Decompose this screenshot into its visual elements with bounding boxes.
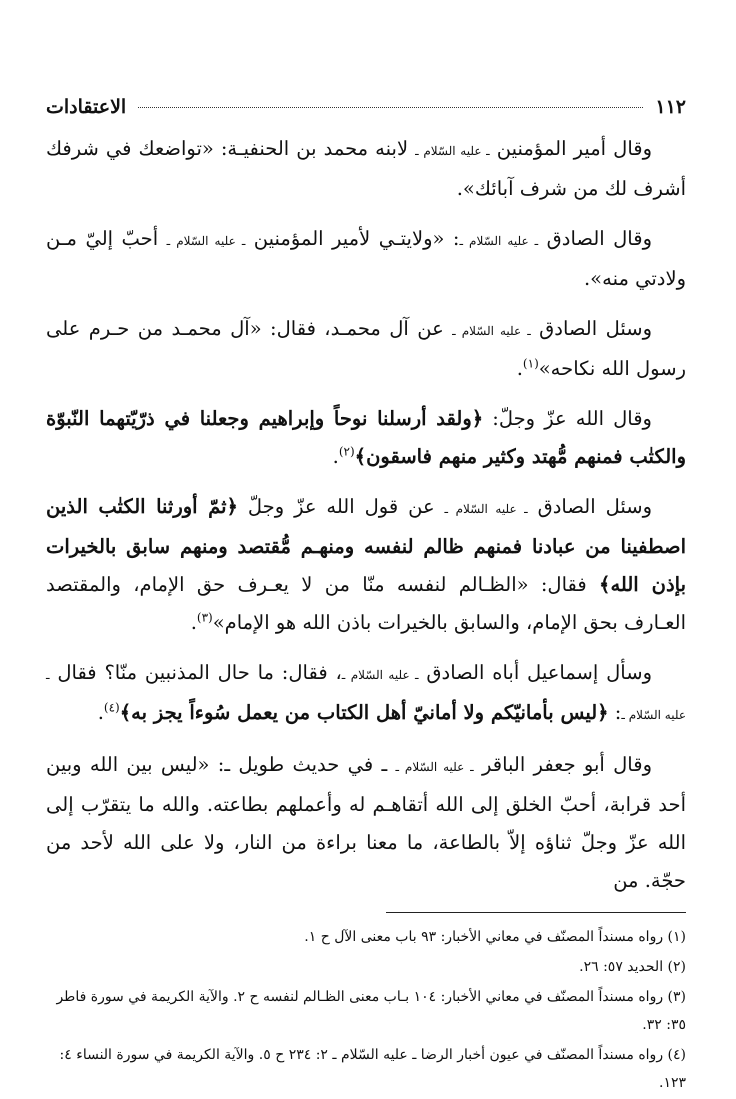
running-title: الاعتقادات [46, 96, 127, 118]
honorific: ـ عليه السّلام ـ [452, 324, 531, 338]
quran-verse: ﴿ثمّ أورثنا الكتٰب الذين اصطفينا من عبادنا فمنهم ظالم لنفسه ومنهـم مُّقتصد ومنهم سابق بالخيرات بإذن الله﴾ [46, 495, 686, 596]
text-run: وسئل الصادق [527, 495, 652, 518]
text-run: وقال أبو جعفر الباقر [473, 753, 652, 776]
honorific: ـ عليه السّلام ـ [415, 144, 490, 158]
quote: فقال: «الظـالم لنفسه منّا من لا يعـرف حق الإمام، والمقتصد العـارف بحق الإمام، والسابق بالخيرات باذن الله هو الإمام» [46, 573, 686, 634]
header-dotted-leader [138, 107, 643, 108]
book-page [46, 96, 686, 1099]
footnote-ref: (٤) [103, 700, 120, 715]
text-run: وقال الصادق [538, 227, 652, 250]
text-run: ، فقال: ما حال المذنبين منّا؟ فقال [49, 661, 342, 684]
honorific: ـ عليه السّلام ـ [46, 668, 686, 722]
quran-verse: ﴿ولقد أرسلنا نوحاً وإبراهيم وجعلنا في ذرّيّتهما النّبوّة والكتٰب فمنهم مُّهتد وكثير منهم فاسقون﴾ [46, 407, 686, 468]
paragraph [46, 220, 686, 298]
text-run: . [332, 445, 339, 468]
honorific: ـ عليه السّلام ـ [444, 502, 528, 516]
footnote-separator [386, 912, 686, 913]
footnote-ref: (٢) [338, 444, 355, 459]
quote: ـ في حديث طويل ـ: «ليس بين الله وبين أحد قرابة، أحبّ الخلق إلى الله أتقاهـم له وأعملهم بطاعته. والله ما يتقرّب إلى الله عزّ وجلّ ثناؤه إلاّ بالطاعة، ما معنا براءة من النار، ولا على الله لأحد من حجّة. من [46, 753, 686, 892]
footnote: (٣) رواه مسنداً المصنّف في معاني الأخبار: ١٠٤ بـاب معنى الظـالم لنفسه ح ٢. والآية الكريمة في سورة فاطر ٣٥: ٣٢. [56, 989, 686, 1033]
quote: لابنه محمد بن الحنفيـة: «تواضعك في شرفك أشرف لك من شرف آبائك». [46, 137, 686, 200]
quote: عن آل محمـد، فقال: «آل محمـد من حـرم على رسول الله نكاحه» [46, 317, 686, 380]
text-run: وسأل إسماعيل أباه الصادق [418, 661, 652, 684]
footnote-ref: (٣) [196, 610, 213, 625]
quran-verse: ﴿ليس بأمانيّكم ولا أمانيّ أهل الكتاب من يعمل سُوءاً يجز به﴾ [119, 701, 609, 724]
text-run: وقال أمير المؤمنين [489, 137, 652, 160]
paragraph [46, 746, 686, 900]
footnote-ref: (١) [522, 356, 539, 371]
text-run: عن قول الله عزّ وجلّ [237, 495, 445, 518]
paragraph [46, 310, 686, 388]
paragraph [46, 488, 686, 642]
footnote: (٢) الحديد ٥٧: ٢٦. [579, 959, 686, 975]
page-number: ١١٢ [655, 96, 686, 118]
paragraph [46, 654, 686, 734]
page-header [46, 96, 686, 130]
text-run: وقال الله عزّ وجلّ: [483, 407, 652, 430]
paragraph [46, 400, 686, 476]
text-run: وسئل الصادق [530, 317, 652, 340]
honorific: ـ عليه السّلام ـ [395, 760, 474, 774]
text-run: . [516, 357, 523, 380]
quote: أحبّ إليّ مـن ولادتي منه». [46, 227, 686, 290]
footnote: (١) رواه مسنداً المصنّف في معاني الأخبار: ٩٣ باب معنى الآل ح ١. [304, 929, 686, 945]
body-text [46, 130, 686, 900]
paragraph [46, 130, 686, 208]
text-run: . [190, 611, 197, 634]
honorific: ـ عليه السّلام ـ [166, 234, 246, 248]
honorific: ـ عليه السّلام ـ [459, 234, 539, 248]
text-run: . [97, 701, 104, 724]
footnote: (٤) رواه مسنداً المصنّف في عيون أخبار الرضا ـ عليه السّلام ـ ٢: ٢٣٤ ح ٥. والآية الكريمة في سورة النساء ٤: ١٢٣. [59, 1047, 686, 1091]
quote: : «ولايتـي لأمير المؤمنين [245, 227, 460, 250]
text-run: : [608, 701, 622, 724]
footnotes [46, 923, 686, 1097]
honorific: ـ عليه السّلام ـ [341, 668, 419, 682]
